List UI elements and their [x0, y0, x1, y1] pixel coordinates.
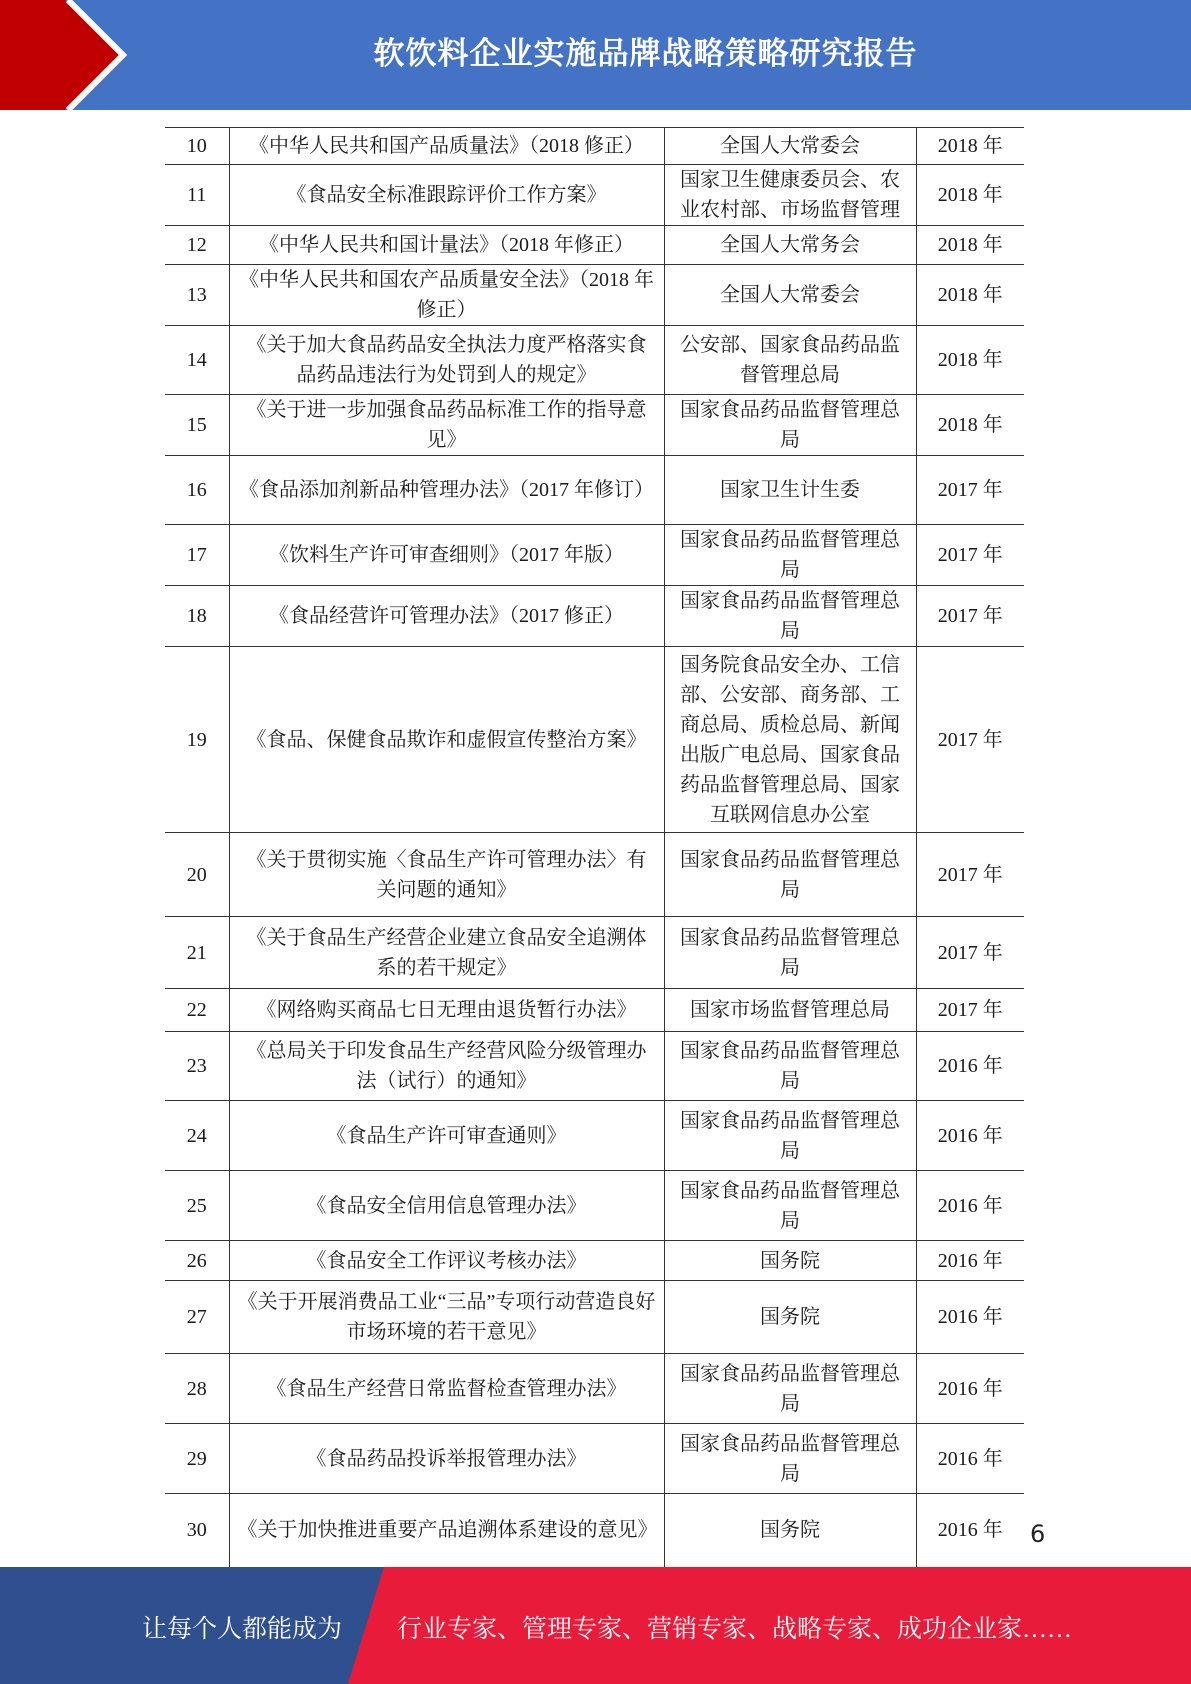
row-number: 10 — [165, 128, 229, 165]
issuing-authority: 国家食品药品监督管理总局 — [664, 1424, 916, 1494]
row-number: 29 — [165, 1424, 229, 1494]
regulation-title: 《食品、保健食品欺诈和虚假宣传整治方案》 — [229, 647, 664, 833]
issue-year: 2018 年 — [916, 128, 1024, 165]
issuing-authority: 国家食品药品监督管理总局 — [664, 1171, 916, 1241]
issue-year: 2016 年 — [916, 1241, 1024, 1281]
row-number: 21 — [165, 917, 229, 989]
table-row — [165, 1171, 1024, 1241]
table-row — [165, 1354, 1024, 1424]
issuing-authority: 国家卫生计生委 — [664, 456, 916, 525]
row-number: 17 — [165, 525, 229, 586]
table-row — [165, 1424, 1024, 1494]
regulation-title: 《中华人民共和国农产品质量安全法》（2018 年修正） — [229, 265, 664, 326]
row-number: 16 — [165, 456, 229, 525]
issue-year: 2016 年 — [916, 1424, 1024, 1494]
row-number: 27 — [165, 1281, 229, 1354]
issue-year: 2018 年 — [916, 265, 1024, 326]
issuing-authority: 国务院食品安全办、工信部、公安部、商务部、工商总局、质检总局、新闻出版广电总局、国家食品药品监督管理总局、国家互联网信息办公室 — [664, 647, 916, 833]
issuing-authority: 国家食品药品监督管理总局 — [664, 525, 916, 586]
table-row — [165, 1281, 1024, 1354]
table-row — [165, 833, 1024, 917]
regulation-title: 《关于贯彻实施〈食品生产许可管理办法〉有关问题的通知》 — [229, 833, 664, 917]
issue-year: 2017 年 — [916, 525, 1024, 586]
row-number: 22 — [165, 989, 229, 1032]
row-number: 25 — [165, 1171, 229, 1241]
footer-slogan-left: 让每个人都能成为 — [142, 1616, 343, 1643]
regulation-title: 《食品安全信用信息管理办法》 — [229, 1171, 664, 1241]
table-body — [165, 128, 1024, 1567]
row-number: 19 — [165, 647, 229, 833]
table-row — [165, 647, 1024, 833]
regulation-title: 《关于食品生产经营企业建立食品安全追溯体系的若干规定》 — [229, 917, 664, 989]
issue-year: 2016 年 — [916, 1101, 1024, 1171]
row-number: 28 — [165, 1354, 229, 1424]
issue-year: 2017 年 — [916, 833, 1024, 917]
row-number: 23 — [165, 1032, 229, 1101]
issue-year: 2018 年 — [916, 226, 1024, 265]
issuing-authority: 全国人大常委会 — [664, 128, 916, 165]
table-row — [165, 456, 1024, 525]
issuing-authority: 全国人大常委会 — [664, 265, 916, 326]
issuing-authority: 国家食品药品监督管理总局 — [664, 1032, 916, 1101]
regulation-title: 《食品药品投诉举报管理办法》 — [229, 1424, 664, 1494]
issue-year: 2017 年 — [916, 647, 1024, 833]
issuing-authority: 国家食品药品监督管理总局 — [664, 1101, 916, 1171]
issue-year: 2018 年 — [916, 326, 1024, 395]
issue-year: 2016 年 — [916, 1032, 1024, 1101]
regulation-title: 《中华人民共和国计量法》（2018 年修正） — [229, 226, 664, 265]
page-number: 6 — [1030, 1520, 1046, 1548]
table-row — [165, 165, 1024, 226]
row-number: 13 — [165, 265, 229, 326]
issue-year: 2018 年 — [916, 165, 1024, 226]
row-number: 12 — [165, 226, 229, 265]
row-number: 20 — [165, 833, 229, 917]
regulation-title: 《网络购买商品七日无理由退货暂行办法》 — [229, 989, 664, 1032]
issuing-authority: 国家食品药品监督管理总局 — [664, 833, 916, 917]
issue-year: 2018 年 — [916, 395, 1024, 456]
table-row — [165, 586, 1024, 647]
table-row — [165, 226, 1024, 265]
regulation-title: 《食品添加剂新品种管理办法》（2017 年修订） — [229, 456, 664, 525]
regulation-title: 《关于进一步加强食品药品标准工作的指导意见》 — [229, 395, 664, 456]
row-number: 15 — [165, 395, 229, 456]
page-header — [0, 0, 1191, 110]
table-row — [165, 326, 1024, 395]
row-number: 14 — [165, 326, 229, 395]
table-row — [165, 395, 1024, 456]
regulation-title: 《食品安全标准跟踪评价工作方案》 — [229, 165, 664, 226]
issue-year: 2016 年 — [916, 1494, 1024, 1567]
row-number: 11 — [165, 165, 229, 226]
table-row — [165, 989, 1024, 1032]
issuing-authority: 国家卫生健康委员会、农业农村部、市场监督管理 — [664, 165, 916, 226]
regulation-title: 《中华人民共和国产品质量法》（2018 修正） — [229, 128, 664, 165]
issue-year: 2017 年 — [916, 456, 1024, 525]
regulation-title: 《关于开展消费品工业“三品”专项行动营造良好市场环境的若干意见》 — [229, 1281, 664, 1354]
regulation-title: 《食品经营许可管理办法》（2017 修正） — [229, 586, 664, 647]
issue-year: 2017 年 — [916, 989, 1024, 1032]
footer-slogan-right: 行业专家、管理专家、营销专家、战略专家、成功企业家…… — [397, 1616, 1073, 1643]
issuing-authority: 全国人大常务会 — [664, 226, 916, 265]
issuing-authority: 国家食品药品监督管理总局 — [664, 1354, 916, 1424]
issuing-authority: 公安部、国家食品药品监督管理总局 — [664, 326, 916, 395]
regulation-title: 《食品安全工作评议考核办法》 — [229, 1241, 664, 1281]
issue-year: 2017 年 — [916, 586, 1024, 647]
table-row — [165, 128, 1024, 165]
report-title: 软饮料企业实施品牌战略策略研究报告 — [373, 36, 918, 72]
issue-year: 2016 年 — [916, 1171, 1024, 1241]
issue-year: 2016 年 — [916, 1354, 1024, 1424]
table-row — [165, 1241, 1024, 1281]
issuing-authority: 国家食品药品监督管理总局 — [664, 395, 916, 456]
issuing-authority: 国家食品药品监督管理总局 — [664, 917, 916, 989]
regulation-title: 《关于加大食品药品安全执法力度严格落实食品药品违法行为处罚到人的规定》 — [229, 326, 664, 395]
issuing-authority: 国务院 — [664, 1281, 916, 1354]
row-number: 24 — [165, 1101, 229, 1171]
table-row — [165, 1494, 1024, 1567]
table-row — [165, 1032, 1024, 1101]
issuing-authority: 国务院 — [664, 1494, 916, 1567]
issuing-authority: 国务院 — [664, 1241, 916, 1281]
table-row — [165, 917, 1024, 989]
regulation-title: 《食品生产许可审查通则》 — [229, 1101, 664, 1171]
table-row — [165, 525, 1024, 586]
regulation-title: 《食品生产经营日常监督检查管理办法》 — [229, 1354, 664, 1424]
regulation-title: 《关于加快推进重要产品追溯体系建设的意见》 — [229, 1494, 664, 1567]
regulation-title: 《总局关于印发食品生产经营风险分级管理办法（试行）的通知》 — [229, 1032, 664, 1101]
page-footer — [0, 1567, 1191, 1684]
regulations-table — [165, 127, 1024, 1567]
issuing-authority: 国家食品药品监督管理总局 — [664, 586, 916, 647]
row-number: 26 — [165, 1241, 229, 1281]
regulation-title: 《饮料生产许可审查细则》（2017 年版） — [229, 525, 664, 586]
row-number: 30 — [165, 1494, 229, 1567]
table-row — [165, 1101, 1024, 1171]
issue-year: 2016 年 — [916, 1281, 1024, 1354]
issuing-authority: 国家市场监督管理总局 — [664, 989, 916, 1032]
issue-year: 2017 年 — [916, 917, 1024, 989]
header-chevron-decoration — [0, 0, 160, 110]
row-number: 18 — [165, 586, 229, 647]
table-row — [165, 265, 1024, 326]
